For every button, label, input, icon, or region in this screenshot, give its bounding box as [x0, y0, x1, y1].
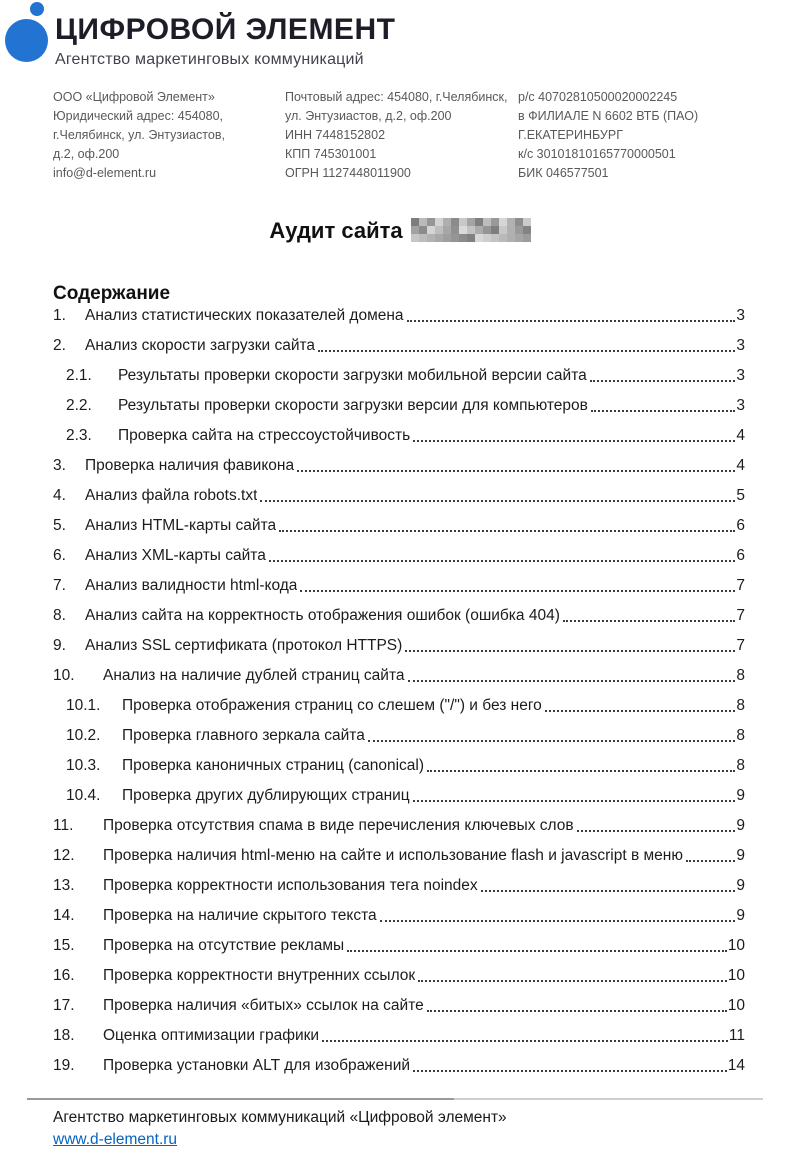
toc-item-page: 11 — [728, 1027, 745, 1044]
toc-item-label: Проверка наличия фавикона — [85, 457, 295, 474]
contact-line: к/с 30101810165770000501 — [518, 147, 676, 161]
toc-item-label: Проверка на наличие скрытого текста — [103, 907, 377, 924]
toc-dot-leader — [347, 950, 727, 952]
toc-item-label: Анализ файла robots.txt — [85, 487, 258, 504]
toc-dot-leader — [590, 380, 736, 382]
toc-item-label: Оценка оптимизации графики — [103, 1027, 320, 1044]
toc-item-page: 4 — [736, 427, 745, 444]
toc-item — [53, 901, 745, 931]
toc-item-number: 12. — [53, 847, 75, 864]
page-title — [0, 218, 800, 244]
toc-item — [53, 301, 745, 331]
toc-item-label: Проверка отсутствия спама в виде перечисления ключевых слов — [103, 817, 574, 834]
toc-item — [53, 511, 745, 541]
toc-item — [53, 871, 745, 901]
toc-dot-leader — [686, 860, 735, 862]
toc-item-number: 3. — [53, 457, 66, 474]
toc-item-page: 9 — [736, 787, 745, 804]
toc-item-page: 10 — [727, 937, 745, 954]
redacted-site-name — [411, 218, 531, 242]
company-tagline: Агентство маркетинговых коммуникаций — [55, 51, 364, 68]
toc-dot-leader — [380, 920, 736, 922]
footer-divider — [27, 1098, 763, 1100]
toc-item-label: Проверка наличия html-меню на сайте и использование flash и javascript в меню — [103, 847, 683, 864]
toc-item — [53, 541, 745, 571]
toc-item-page: 14 — [727, 1057, 745, 1074]
toc-item-number: 2. — [53, 337, 66, 354]
toc-item-page: 3 — [736, 307, 745, 324]
toc-item-number: 2.1. — [66, 367, 92, 384]
contact-column-legal — [53, 88, 285, 183]
toc-item-label: Анализ скорости загрузки сайта — [85, 337, 316, 354]
toc-dot-leader — [418, 980, 727, 982]
toc-item-page: 10 — [727, 967, 745, 984]
toc-item-number: 6. — [53, 547, 66, 564]
toc-item-label: Проверка наличия «битых» ссылок на сайте — [103, 997, 424, 1014]
toc-item-number: 10.3. — [66, 757, 101, 774]
toc-item — [53, 601, 745, 631]
toc-dot-leader — [413, 1070, 727, 1072]
page-title-text: Аудит сайта — [269, 218, 403, 243]
toc-item-number: 14. — [53, 907, 75, 924]
toc-item — [53, 1051, 745, 1081]
toc-item — [53, 361, 745, 391]
toc-item-label: Проверка каноничных страниц (canonical) — [122, 757, 425, 774]
toc-item-number: 10. — [53, 667, 75, 684]
toc-item-label: Результаты проверки скорости загрузки версии для компьютеров — [118, 397, 588, 414]
toc-item-page: 7 — [736, 607, 745, 624]
toc-item-page: 8 — [736, 697, 745, 714]
toc-item-page: 3 — [736, 367, 745, 384]
toc-dot-leader — [318, 350, 735, 352]
contact-line: ул. Энтузиастов, д.2, оф.200 — [285, 109, 452, 123]
toc-dot-leader — [427, 770, 735, 772]
toc-item-page: 3 — [736, 397, 745, 414]
toc-item-page: 5 — [736, 487, 745, 504]
toc-item-page: 7 — [736, 577, 745, 594]
contact-line: ИНН 7448152802 — [285, 128, 386, 142]
toc-item-number: 13. — [53, 877, 75, 894]
toc-item-label: Анализ валидности html-кода — [85, 577, 298, 594]
toc-item-number: 1. — [53, 307, 66, 324]
contact-column-postal — [285, 88, 518, 183]
toc-item-page: 6 — [736, 517, 745, 534]
toc-item-label: Анализ сайта на корректность отображения ошибок (ошибка 404) — [85, 607, 560, 624]
toc-item-number: 10.4. — [66, 787, 101, 804]
toc-item-page: 6 — [736, 547, 745, 564]
toc-item — [53, 571, 745, 601]
toc-item-page: 4 — [736, 457, 745, 474]
toc-dot-leader — [413, 800, 736, 802]
contact-line: БИК 046577501 — [518, 166, 609, 180]
toc-item-number: 10.2. — [66, 727, 101, 744]
toc-item-number: 4. — [53, 487, 66, 504]
contact-line: info@d-element.ru — [53, 166, 157, 180]
toc-dot-leader — [408, 680, 736, 682]
toc-item-label: Проверка сайта на стрессоустойчивость — [118, 427, 411, 444]
toc-item-label: Проверка на отсутствие рекламы — [103, 937, 345, 954]
toc-dot-leader — [300, 590, 735, 592]
toc-item — [53, 751, 745, 781]
toc-item — [53, 481, 745, 511]
toc-item — [53, 631, 745, 661]
toc-dot-leader — [481, 890, 736, 892]
contact-line: ОГРН 1127448011900 — [285, 166, 411, 180]
toc-item-page: 8 — [736, 757, 745, 774]
toc-item — [53, 781, 745, 811]
toc-item-number: 5. — [53, 517, 66, 534]
contact-line: Юридический адрес: 454080, — [53, 109, 223, 123]
toc-item-number: 9. — [53, 637, 66, 654]
toc-dot-leader — [427, 1010, 727, 1012]
toc-dot-leader — [297, 470, 735, 472]
footer-website-link[interactable]: www.d-element.ru — [53, 1131, 178, 1148]
toc-item-label: Проверка установки ALT для изображений — [103, 1057, 411, 1074]
toc-item-number: 15. — [53, 937, 75, 954]
contact-line: в ФИЛИАЛЕ N 6602 ВТБ (ПАО) — [518, 109, 699, 123]
toc-item — [53, 841, 745, 871]
contact-line: г.Челябинск, ул. Энтузиастов, — [53, 128, 225, 142]
toc-item — [53, 331, 745, 361]
toc-item-label: Проверка главного зеркала сайта — [122, 727, 365, 744]
toc-item — [53, 961, 745, 991]
toc-dot-leader — [591, 410, 735, 412]
contact-block — [53, 88, 747, 183]
toc-item-label: Проверка отображения страниц со слешем ("/") и без него — [122, 697, 542, 714]
toc-dot-leader — [563, 620, 735, 622]
toc-item-page: 7 — [736, 637, 745, 654]
toc-item — [53, 721, 745, 751]
toc-item — [53, 811, 745, 841]
toc-item-page: 9 — [736, 817, 745, 834]
toc-item — [53, 451, 745, 481]
toc-item-page: 9 — [736, 907, 745, 924]
toc-dot-leader — [260, 500, 735, 502]
contact-line: р/с 40702810500020002245 — [518, 90, 678, 104]
toc-item-page: 9 — [736, 847, 745, 864]
toc-heading: Содержание — [53, 283, 171, 304]
toc-item-number: 10.1. — [66, 697, 101, 714]
toc-item-label: Результаты проверки скорости загрузки мобильной версии сайта — [118, 367, 587, 384]
toc-dot-leader — [368, 740, 736, 742]
toc-item-number: 19. — [53, 1057, 75, 1074]
toc-item-label: Проверка корректности внутренних ссылок — [103, 967, 416, 984]
toc-dot-leader — [279, 530, 735, 532]
toc-dot-leader — [322, 1040, 728, 1042]
toc-item — [53, 931, 745, 961]
toc-item-page: 10 — [727, 997, 745, 1014]
toc-item-page: 9 — [736, 877, 745, 894]
toc-dot-leader — [407, 320, 736, 322]
toc-item — [53, 391, 745, 421]
toc-item-label: Анализ на наличие дублей страниц сайта — [103, 667, 405, 684]
logo-big-circle — [5, 19, 48, 62]
toc-item — [53, 1021, 745, 1051]
toc-item-page: 8 — [736, 667, 745, 684]
toc-item-number: 2.2. — [66, 397, 92, 414]
toc-item-number: 18. — [53, 1027, 75, 1044]
contact-column-bank — [518, 88, 747, 183]
toc-dot-leader — [413, 440, 735, 442]
toc-dot-leader — [405, 650, 735, 652]
toc-item-number: 7. — [53, 577, 66, 594]
toc-item-label: Анализ HTML-карты сайта — [85, 517, 277, 534]
toc-item-number: 2.3. — [66, 427, 92, 444]
toc-item — [53, 421, 745, 451]
toc-item-number: 16. — [53, 967, 75, 984]
toc-item — [53, 991, 745, 1021]
contact-line: КПП 745301001 — [285, 147, 377, 161]
toc-item-label: Анализ статистических показателей домена — [85, 307, 404, 324]
toc-dot-leader — [269, 560, 736, 562]
toc-dot-leader — [577, 830, 736, 832]
contact-line: ООО «Цифровой Элемент» — [53, 90, 215, 104]
contact-line: д.2, оф.200 — [53, 147, 120, 161]
table-of-contents — [53, 301, 745, 1081]
toc-item-label: Анализ XML-карты сайта — [85, 547, 266, 564]
contact-line: Г.ЕКАТЕРИНБУРГ — [518, 128, 623, 142]
toc-item-label: Проверка корректности использования тега noindex — [103, 877, 478, 894]
toc-item-page: 8 — [736, 727, 745, 744]
toc-item-label: Анализ SSL сертификата (протокол HTTPS) — [85, 637, 403, 654]
footer-agency-text: Агентство маркетинговых коммуникаций «Цифровой элемент» — [53, 1109, 507, 1126]
logo-circles-icon — [5, 0, 55, 66]
toc-item-number: 17. — [53, 997, 75, 1014]
contact-line: Почтовый адрес: 454080, г.Челябинск, — [285, 90, 508, 104]
company-name: ЦИФРОВОЙ ЭЛЕМЕНТ — [55, 13, 396, 46]
toc-item-label: Проверка других дублирующих страниц — [122, 787, 410, 804]
logo-small-circle — [30, 2, 44, 16]
toc-item-number: 11. — [53, 817, 74, 834]
toc-item-number: 8. — [53, 607, 66, 624]
toc-dot-leader — [545, 710, 736, 712]
toc-item — [53, 691, 745, 721]
toc-item-page: 3 — [736, 337, 745, 354]
toc-item — [53, 661, 745, 691]
